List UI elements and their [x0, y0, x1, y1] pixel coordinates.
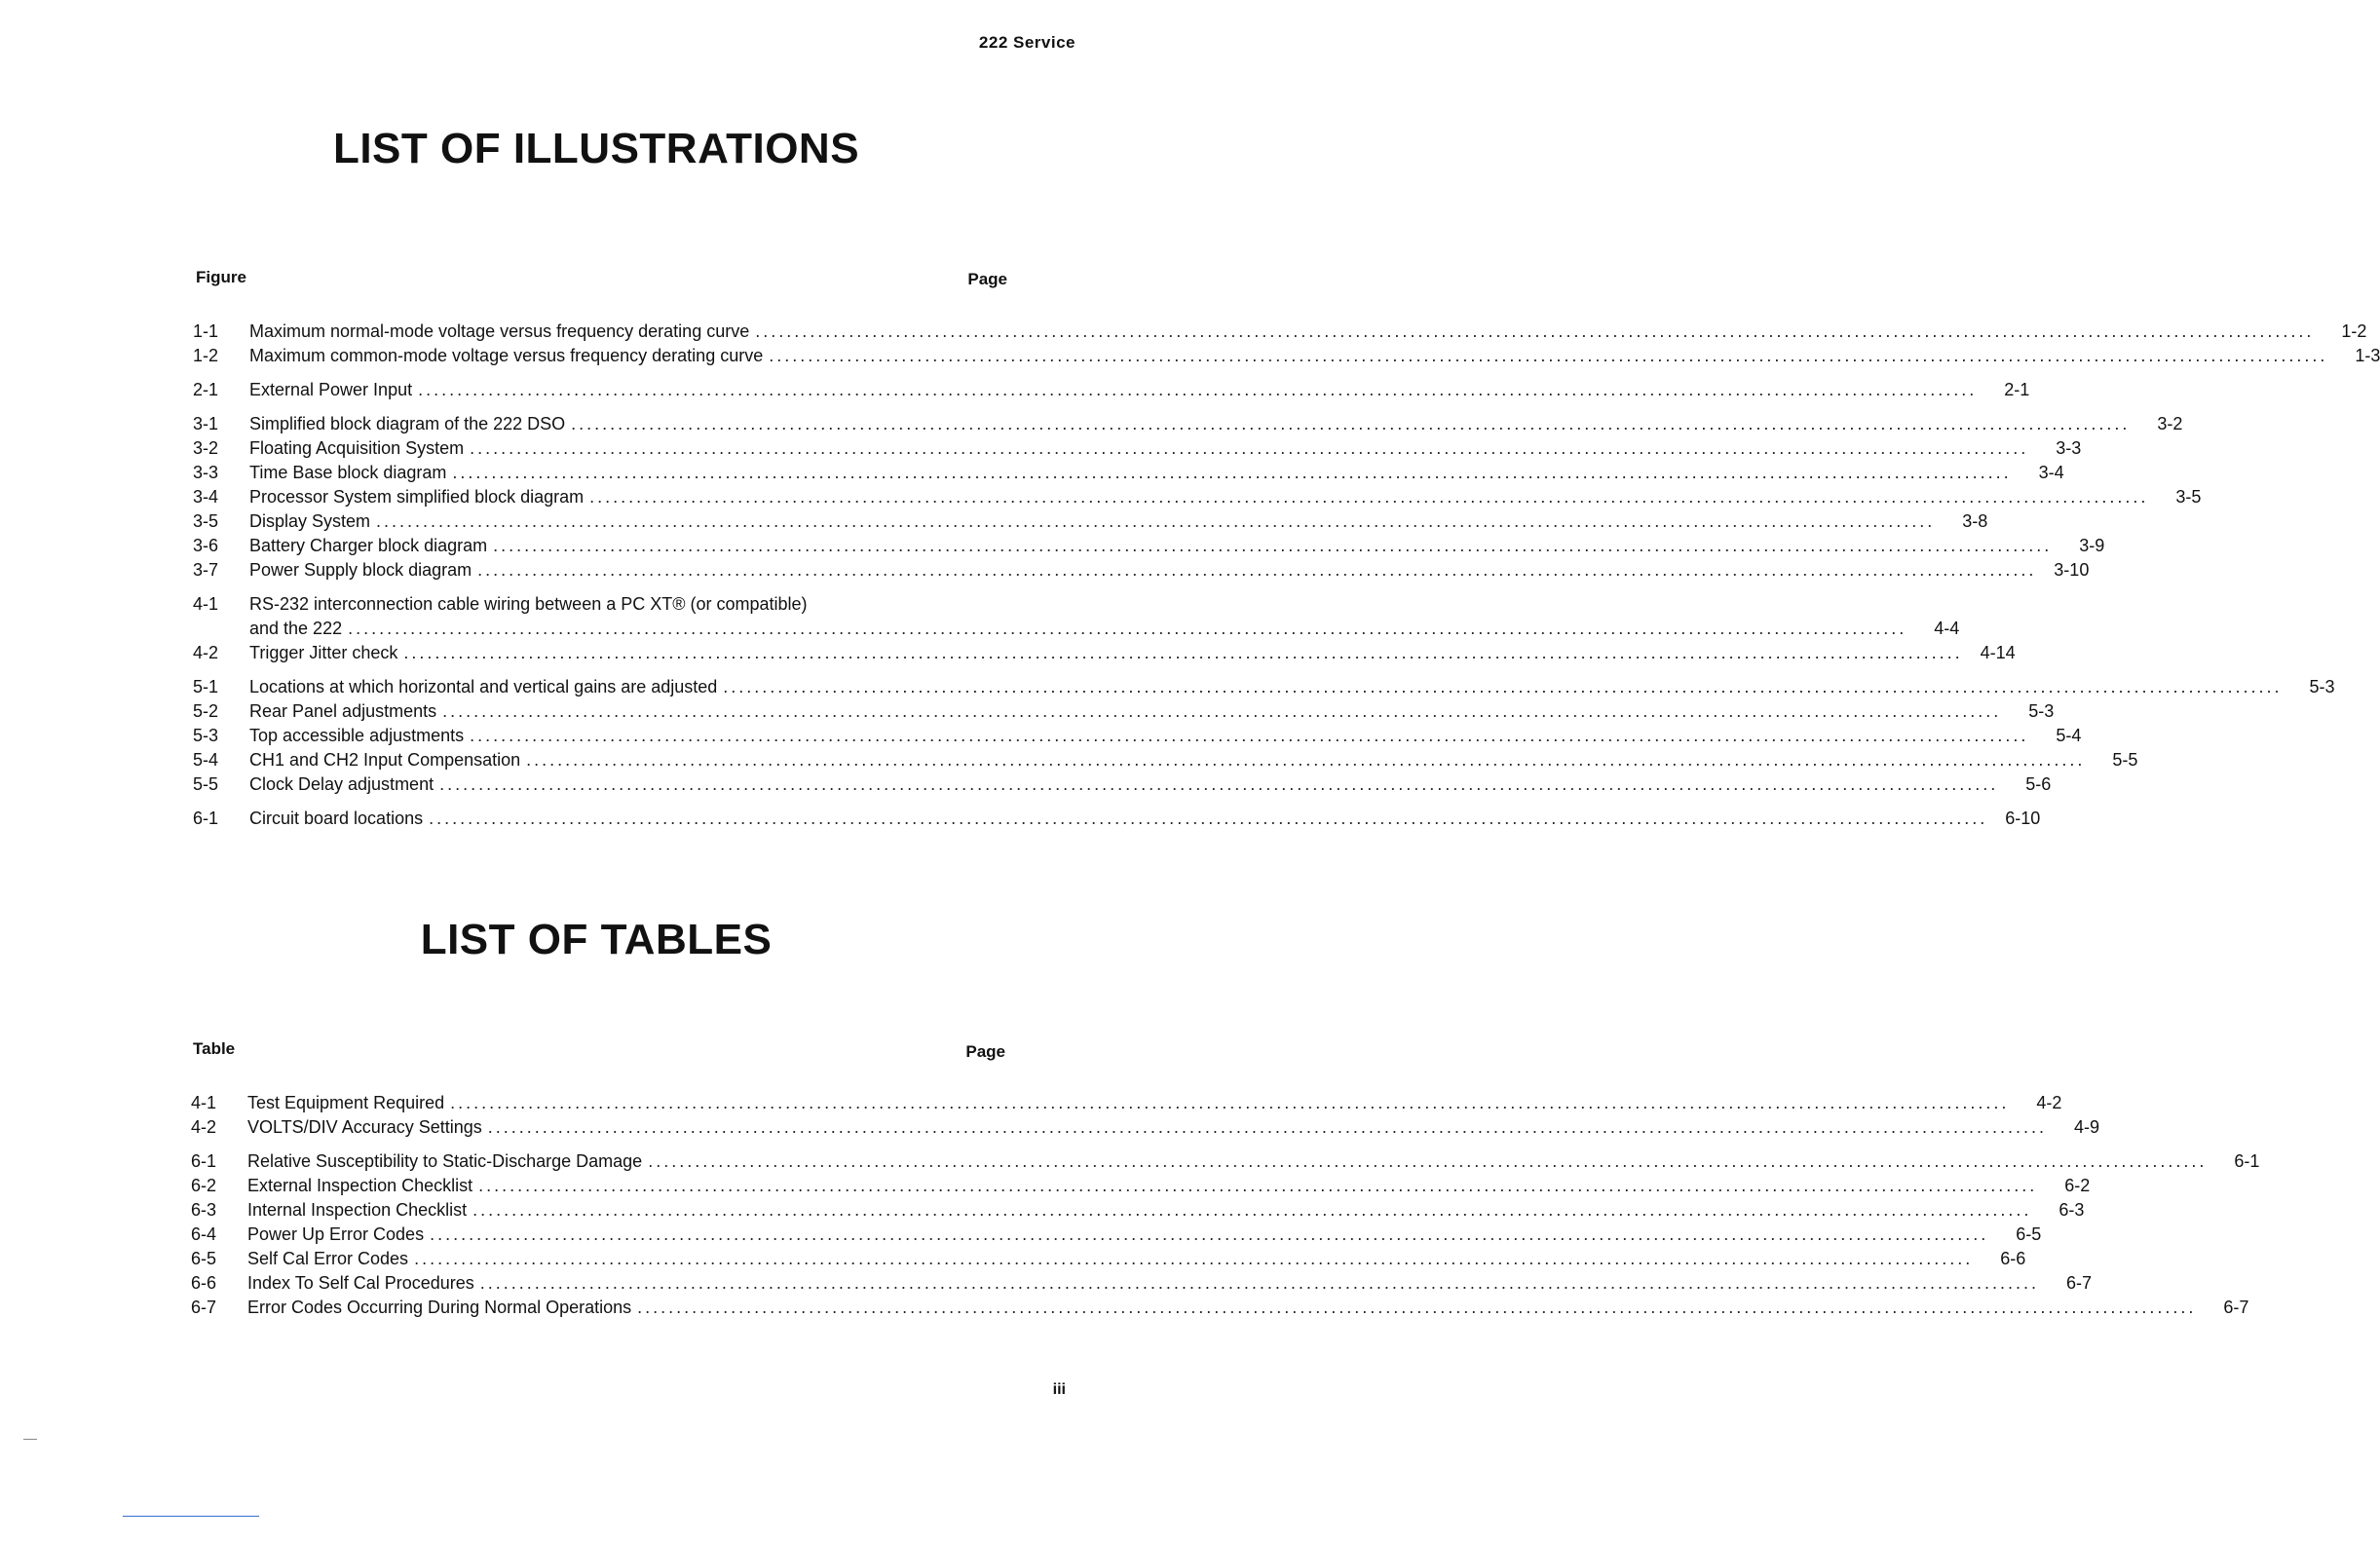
entry-page: 5-6 [2025, 774, 2052, 794]
entry-page: 5-5 [2112, 750, 2138, 770]
entry-title: External Power Input [249, 380, 413, 399]
entry-title: Rear Panel adjustments [249, 701, 437, 721]
entry-page: 6-10 [2005, 809, 2041, 828]
entry-page: 3-10 [2054, 560, 2090, 580]
dot-leader: ........................................................................................................................................................................................................ [769, 346, 2328, 365]
entry-title: Locations at which horizontal and vertical gains are adjusted [249, 677, 718, 696]
dot-leader: ........................................................................................................................................................................................................ [439, 774, 1999, 794]
dot-leader: ........................................................................................................................................................................................................ [452, 463, 2012, 482]
entry-number: 3-1 [193, 414, 219, 433]
dot-leader: ........................................................................................................................................................................................................ [430, 1224, 1989, 1244]
toc-entry [191, 1223, 2042, 1247]
entry-number: 4-1 [191, 1093, 217, 1112]
toc-entry [193, 378, 2030, 402]
entry-page: 6-7 [2223, 1298, 2249, 1317]
entry-title: Internal Inspection Checklist [247, 1200, 468, 1220]
toc-entry [193, 699, 2055, 724]
toc-entry [191, 1198, 2085, 1223]
scan-edge-line [123, 1516, 259, 1517]
entry-title: RS-232 interconnection cable wiring between a PC XT® (or compatible) [249, 594, 808, 614]
toc-entry [193, 558, 2090, 583]
entry-title: Test Equipment Required [247, 1093, 445, 1112]
entry-page: 6-2 [2064, 1176, 2091, 1195]
entry-number: 6-3 [191, 1200, 217, 1220]
entry-number: 5-4 [193, 750, 219, 770]
entry-page: 1-3 [2355, 346, 2380, 365]
dot-leader: ........................................................................................................................................................................................................ [442, 701, 2002, 721]
entry-page: 3-3 [2056, 438, 2082, 458]
dot-leader: ........................................................................................................................................................................................................ [450, 1093, 2010, 1112]
toc-entry [193, 641, 2016, 665]
entry-title: Index To Self Cal Procedures [247, 1273, 474, 1293]
table-column-heading: Table [193, 1039, 236, 1058]
margin-mark [23, 1439, 37, 1440]
entry-page: 3-4 [2038, 463, 2064, 482]
entry-number: 5-1 [193, 677, 219, 696]
dot-leader: ........................................................................................................................................................................................................ [478, 1176, 2038, 1195]
illustrations-page-column-heading: Page [967, 270, 1007, 288]
dot-leader: ........................................................................................................................................................................................................ [637, 1298, 2197, 1317]
entry-page: 4-2 [2036, 1093, 2062, 1112]
dot-leader: ........................................................................................................................................................................................................ [470, 438, 2029, 458]
entry-number: 6-7 [191, 1298, 217, 1317]
entry-group [193, 675, 2335, 797]
dot-leader: ........................................................................................................................................................................................................ [470, 726, 2029, 745]
entry-page: 1-2 [2341, 321, 2367, 341]
entry-page: 6-6 [2000, 1249, 2026, 1268]
entry-title: Relative Susceptibility to Static-Discharge Damage [247, 1151, 643, 1171]
dot-leader: ........................................................................................................................................................................................................ [477, 560, 2037, 580]
toc-entry [193, 509, 1988, 534]
entry-page: 4-14 [1980, 643, 2016, 662]
entry-page: 5-4 [2056, 726, 2082, 745]
entry-number: 6-1 [193, 809, 219, 828]
entry-number: 6-2 [191, 1176, 217, 1195]
entry-group [193, 592, 2016, 665]
dot-leader: ........................................................................................................................................................................................................ [487, 1117, 2047, 1137]
entry-number: 1-1 [193, 321, 219, 341]
toc-entry [191, 1149, 2260, 1174]
entry-title: Error Codes Occurring During Normal Operations [247, 1298, 632, 1317]
entry-title: Floating Acquisition System [249, 438, 465, 458]
entry-number: 3-7 [193, 560, 219, 580]
toc-entry [193, 461, 2064, 485]
entry-number: 6-5 [191, 1249, 217, 1268]
entry-group [193, 412, 2202, 583]
entry-number: 3-4 [193, 487, 219, 507]
entry-number: 3-3 [193, 463, 219, 482]
entry-number: 4-2 [191, 1117, 217, 1137]
entry-title: Trigger Jitter check [249, 643, 398, 662]
entry-page: 6-5 [2016, 1224, 2042, 1244]
entry-title: Power Supply block diagram [249, 560, 472, 580]
entry-title: Time Base block diagram [249, 463, 447, 482]
entry-page: 5-3 [2028, 701, 2055, 721]
entry-page: 6-7 [2065, 1273, 2092, 1293]
tables-title: LIST OF TABLES [420, 916, 773, 963]
figure-column-heading: Figure [196, 268, 246, 286]
toc-entry [193, 592, 1960, 641]
entry-group [191, 1149, 2260, 1320]
dot-leader: ........................................................................................................................................................................................................ [376, 511, 1936, 531]
entry-number: 3-2 [193, 438, 219, 458]
dot-leader: ........................................................................................................................................................................................................ [348, 619, 1908, 638]
toc-entry [191, 1271, 2092, 1296]
entry-number: 6-6 [191, 1273, 217, 1293]
entry-number: 5-3 [193, 726, 219, 745]
toc-entry [193, 772, 2052, 797]
toc-entry [193, 807, 2041, 831]
dot-leader: ........................................................................................................................................................................................................ [648, 1151, 2208, 1171]
entry-number: 2-1 [193, 380, 219, 399]
toc-entry [193, 534, 2105, 558]
entry-page: 5-3 [2309, 677, 2335, 696]
entry-number: 4-2 [193, 643, 219, 662]
entry-title: Maximum common-mode voltage versus frequency derating curve [249, 346, 764, 365]
entry-group [193, 807, 2041, 831]
entry-page: 4-9 [2073, 1117, 2099, 1137]
entry-number: 6-4 [191, 1224, 217, 1244]
entry-title: Processor System simplified block diagram [249, 487, 585, 507]
entry-number: 5-2 [193, 701, 219, 721]
dot-leader: ........................................................................................................................................................................................................ [479, 1273, 2039, 1293]
illustrations-list [193, 320, 2380, 831]
entry-page: 3-5 [2175, 487, 2202, 507]
page-number: iii [1052, 1381, 1066, 1398]
toc-entry [191, 1091, 2062, 1115]
dot-leader: ........................................................................................................................................................................................................ [403, 643, 1963, 662]
toc-entry [193, 412, 2183, 436]
dot-leader: ........................................................................................................................................................................................................ [755, 321, 2315, 341]
dot-leader: ........................................................................................................................................................................................................ [493, 536, 2053, 555]
toc-entry [193, 724, 2082, 748]
toc-entry [193, 485, 2202, 509]
toc-entry [193, 675, 2335, 699]
entry-number: 3-6 [193, 536, 219, 555]
dot-leader: ........................................................................................................................................................................................................ [526, 750, 2086, 770]
entry-title: CH1 and CH2 Input Compensation [249, 750, 521, 770]
entry-number: 6-1 [191, 1151, 217, 1171]
toc-entry [191, 1115, 2099, 1140]
entry-title: Maximum normal-mode voltage versus frequency derating curve [249, 321, 750, 341]
dot-leader: ........................................................................................................................................................................................................ [429, 809, 1988, 828]
entry-title: Top accessible adjustments [249, 726, 465, 745]
dot-leader: ........................................................................................................................................................................................................ [418, 380, 1978, 399]
entry-page: 2-1 [2004, 380, 2030, 399]
dot-leader: ........................................................................................................................................................................................................ [472, 1200, 2032, 1220]
entry-title: and the 222 [249, 619, 343, 638]
dot-leader: ........................................................................................................................................................................................................ [571, 414, 2131, 433]
entry-group [193, 378, 2030, 402]
entry-number: 5-5 [193, 774, 219, 794]
tables-page-column-heading: Page [965, 1042, 1005, 1061]
entry-title: External Inspection Checklist [247, 1176, 473, 1195]
toc-entry [193, 344, 2380, 368]
entry-number: 4-1 [193, 594, 219, 614]
running-head: 222 Service [978, 33, 1076, 52]
tables-list [191, 1091, 2260, 1320]
entry-page: 4-4 [1934, 619, 1960, 638]
illustrations-title: LIST OF ILLUSTRATIONS [332, 125, 860, 172]
dot-leader: ........................................................................................................................................................................................................ [414, 1249, 1974, 1268]
entry-page: 6-3 [2059, 1200, 2085, 1220]
entry-group [191, 1091, 2099, 1140]
toc-entry [191, 1296, 2249, 1320]
entry-number: 3-5 [193, 511, 219, 531]
toc-entry [193, 748, 2138, 772]
entry-title: Self Cal Error Codes [247, 1249, 409, 1268]
entry-page: 6-1 [2234, 1151, 2260, 1171]
entry-title: Circuit board locations [249, 809, 424, 828]
dot-leader: ........................................................................................................................................................................................................ [589, 487, 2149, 507]
toc-entry [191, 1174, 2091, 1198]
entry-title: Battery Charger block diagram [249, 536, 488, 555]
entry-title: VOLTS/DIV Accuracy Settings [247, 1117, 482, 1137]
entry-title: Clock Delay adjustment [249, 774, 434, 794]
entry-title: Power Up Error Codes [247, 1224, 425, 1244]
entry-page: 3-9 [2079, 536, 2105, 555]
entry-title: Simplified block diagram of the 222 DSO [249, 414, 566, 433]
entry-number: 1-2 [193, 346, 219, 365]
toc-entry [193, 320, 2367, 344]
entry-page: 3-8 [1962, 511, 1988, 531]
toc-entry [193, 436, 2082, 461]
entry-page: 3-2 [2157, 414, 2183, 433]
entry-group [193, 320, 2380, 368]
entry-title: Display System [249, 511, 371, 531]
toc-entry [191, 1247, 2026, 1271]
dot-leader: ........................................................................................................................................................................................................ [723, 677, 2283, 696]
